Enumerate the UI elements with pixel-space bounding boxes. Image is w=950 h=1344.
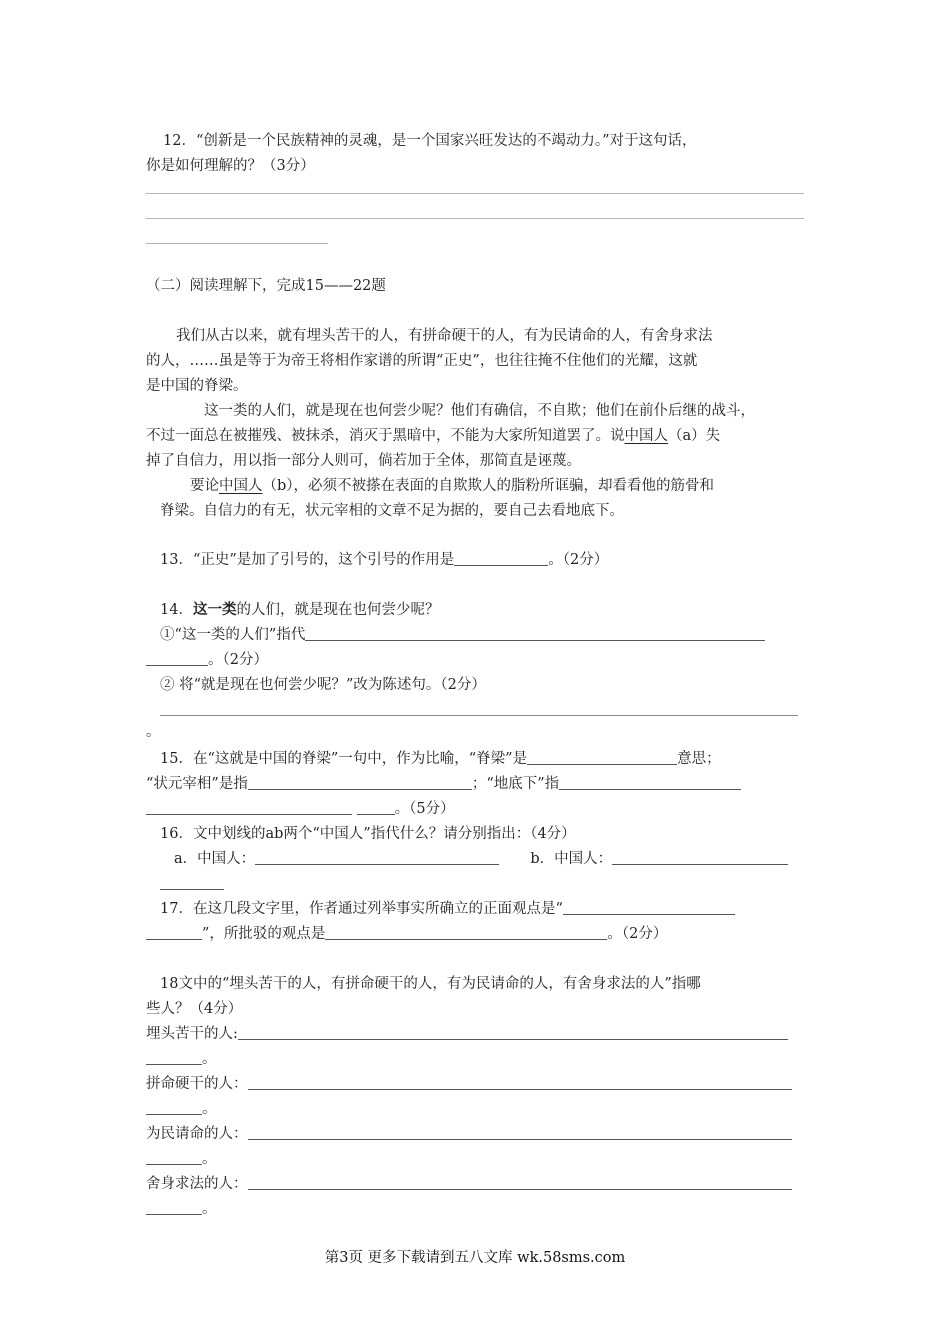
q18-item-3-blank[interactable] — [248, 1125, 792, 1140]
passage-p1-line1: 我们从古以来，就有埋头苦干的人，有拼命硬干的人，有为民请命的人，有舍身求法 — [176, 328, 713, 344]
q18-item-2-blank-cont[interactable] — [146, 1100, 202, 1115]
q18-item-3-blank-cont[interactable] — [146, 1150, 202, 1165]
q18-item-4-cont: 。 — [146, 1199, 217, 1219]
q18-item-3: 为民请命的人： — [146, 1124, 792, 1144]
q18-item-1: 埋头苦干的人: — [146, 1024, 788, 1044]
q17-blank-1[interactable] — [563, 900, 735, 915]
q18-item-4-blank[interactable] — [248, 1175, 792, 1190]
q15-blank-5[interactable] — [357, 800, 395, 815]
q18-item-1-blank-cont[interactable] — [146, 1050, 202, 1065]
passage-p3-line2: 脊梁。自信力的有无，状元宰相的文章不足为据的，要自己去看地底下。 — [160, 503, 624, 519]
passage-p2-line2: 不过一面总在被摧残、被抹杀，消灭于黑暗中，不能为大家所知道罢了。说中国人（a）失 — [146, 428, 721, 444]
q18-item-3-cont: 。 — [146, 1149, 217, 1169]
q15-line1: 15．在“这就是中国的脊梁”一句中，作为比喻，“脊梁”是 意思； — [160, 751, 721, 767]
q17-blank-2[interactable] — [325, 925, 607, 940]
q12-line2: 你是如何理解的？（3分） — [146, 158, 315, 174]
passage-p1-line3: 是中国的脊梁。 — [146, 378, 248, 394]
q14-sub2-answer-line[interactable] — [160, 715, 798, 716]
q15-blank-4[interactable] — [146, 800, 352, 815]
q17-line2: ”，所批驳的观点是 。（2分） — [146, 924, 667, 944]
q17-line1: 17．在这几段文字里，作者通过列举事实所确立的正面观点是“ — [160, 899, 735, 919]
q18-item-1-cont: 。 — [146, 1049, 217, 1069]
q14-sub1: ①“这一类的人们”指代 — [160, 625, 765, 645]
q14-sub2: ② 将“就是现在也何尝少呢？”改为陈述句。（2分） — [160, 677, 486, 693]
q15-blank-1[interactable] — [527, 750, 677, 765]
q16-answers: a．中国人： b．中国人： — [174, 849, 788, 869]
q17-blank-1-cont[interactable] — [146, 925, 202, 940]
q13-blank[interactable] — [454, 551, 548, 566]
q12-answer-line-1[interactable] — [146, 193, 804, 194]
q18-line2: 些人？（4分） — [146, 1001, 243, 1017]
q18-item-2: 拼命硬干的人： — [146, 1074, 792, 1094]
q18-line1: 18文中的“埋头苦干的人，有拼命硬干的人，有为民请命的人，有舍身求法的人”指哪 — [160, 976, 701, 992]
q15-blank-3[interactable] — [559, 775, 741, 790]
underlined-chinese-people-a: 中国人 — [624, 428, 668, 444]
passage-p2-line1: 这一类的人们，就是现在也何尝少呢？他们有确信，不自欺；他们在前仆后继的战斗， — [204, 403, 755, 419]
passage-p1-line2: 的人，……虽是等于为帝王将相作家谱的所谓“正史”，也往往掩不住他们的光耀，这就 — [146, 353, 698, 369]
q16-b-blank-cont[interactable] — [160, 875, 224, 890]
section2-title: （二）阅读理解下，完成15——22题 — [146, 278, 386, 294]
q12-answer-line-2[interactable] — [146, 218, 804, 219]
q14-sub1-blank-cont[interactable] — [146, 651, 208, 666]
q18-item-2-cont: 。 — [146, 1099, 217, 1119]
q14-sub1-blank[interactable] — [305, 626, 765, 641]
q18-item-4-blank-cont[interactable] — [146, 1200, 202, 1215]
q18-item-1-blank[interactable] — [238, 1025, 788, 1040]
q12-line1: 12．“创新是一个民族精神的灵魂，是一个国家兴旺发达的不竭动力。”对于这句话， — [163, 133, 697, 149]
passage-p3-line1: 要论中国人（b），必须不被搽在表面的自欺欺人的脂粉所诓骗，却看看他的筋骨和 — [190, 478, 715, 494]
q14-sub2-end: 。 — [146, 724, 161, 740]
q18-item-2-blank[interactable] — [248, 1075, 792, 1090]
q15-blank-2[interactable] — [248, 775, 472, 790]
q16-b-blank[interactable] — [612, 850, 788, 865]
q15-line3: 。（5分） — [146, 799, 455, 819]
q13: 13．“正史”是加了引号的，这个引号的作用是 。（2分） — [160, 552, 609, 568]
q14-sub1-cont: 。（2分） — [146, 650, 268, 670]
passage-p2-line3: 掉了自信力，用以指一部分人则可，倘若加于全体，那简直是诬蔑。 — [146, 453, 581, 469]
q16-cont — [160, 874, 224, 894]
q14-stem: 14．这一类的人们，就是现在也何尝少呢？ — [160, 601, 440, 618]
page-footer: 第3页 更多下载请到五八文库 wk.58sms.com — [324, 1250, 626, 1266]
q16-a-blank[interactable] — [255, 850, 499, 865]
q15-line2: “状元宰相”是指 ；“地底下”指 — [146, 774, 741, 794]
q18-item-4: 舍身求法的人： — [146, 1174, 792, 1194]
underlined-chinese-people-b: 中国人 — [219, 478, 263, 494]
q16-stem: 16．文中划线的ab两个“中国人”指代什么？请分别指出：（4分） — [160, 826, 576, 842]
q12-answer-line-3[interactable] — [146, 243, 328, 244]
